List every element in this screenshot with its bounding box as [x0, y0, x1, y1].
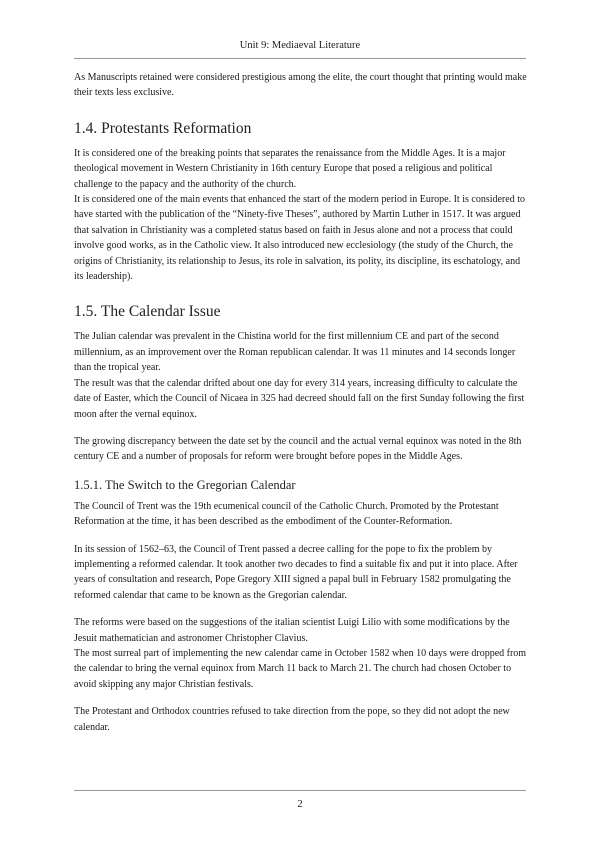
header-divider [74, 58, 526, 59]
paragraph-spacer [74, 422, 528, 434]
paragraph: The Council of Trent was the 19th ecumenical council of the Catholic Church. Promoted by the Protestant Reformation at the time, it has been described as the embodiment of the Counter-Reformation. [74, 500, 499, 528]
paragraph-spacer [74, 603, 528, 615]
paragraph: The Julian calendar was prevalent in the Chistina world for the first millennium CE and part of the second millennium, as an improvement over the Roman republican calendar. It was 11 minutes and 14 seconds longer than the tropical year. [74, 331, 516, 374]
paragraph: The result was that the calendar drifted about one day for every 314 years, increasing difficulty to calculate the date of Easter, which the Council of Nicaea in 325 had decreed should fall on the first Sunday following the first moon after the vernal equinox. [74, 377, 525, 420]
paragraph: The growing discrepancy between the date set by the council and the actual vernal equinox was noted in the 8th century CE and a number of proposals for reform were brought before popes in the Middle Ages. [74, 435, 522, 463]
paragraph-spacer [74, 692, 528, 704]
paragraph: It is considered one of the main events that enhanced the start of the modern period in Europe. It is considered to have started with the publication of the “Ninety-five Theses”, authored by Martin Luther in 1517. It was argued that salvation in Christianity was a completed status based on faith in Jesus alone and not a process that could involve good works, as in the Catholic view. It also introduced new ecclesiology (the study of the Church, the origins of Christianity, its relationship to Jesus, its role in salvation, its polity, its discipline, its eschatology, and its leadership). [74, 194, 525, 283]
paragraph: The reforms were based on the suggestions of the italian scientist Luigi Lilio with some modifications by the Jesuit mathematician and astronomer Christopher Clavius. [74, 617, 510, 644]
intro-paragraph: As Manuscripts retained were considered prestigious among the elite, the court thought that printing would make their texts less exclusive. [74, 72, 527, 99]
footer-divider [74, 790, 526, 791]
section-heading-protestants-reformation: 1.4. Protestants Reformation [74, 119, 252, 137]
paragraph: In its session of 1562–63, the Council of Trent passed a decree calling for the pope to fix the problem by implementing a reformed calendar. It took another two decades to find a suitable fix and put it into place. After years of consultation and research, Pope Gregory XIII signed a papal bull in February 1582 promulgating the reformed calendar that came to be known as the Gregorian calendar. [74, 543, 518, 601]
paragraph: The most surreal part of implementing the new calendar came in October 1582 when 10 days were dropped from the calendar to bring the vernal equinox from March 11 back to March 21. The church had chosen October to avoid skipping any major Christian festivals. [74, 647, 527, 690]
subsection-heading-gregorian-switch: 1.5.1. The Switch to the Gregorian Calendar [74, 477, 296, 492]
page-body [74, 70, 528, 735]
page-number: 2 [297, 798, 303, 810]
paragraph: It is considered one of the breaking points that separates the renaissance from the Middle Ages. It is a major theological movement in Western Christianity in 16th century Europe that posed a religious and political challenge to the papacy and the authority of the church. [74, 147, 506, 190]
running-header: Unit 9: Mediaeval Literature [239, 40, 361, 51]
paragraph-spacer [74, 530, 528, 542]
section-heading-calendar-issue: 1.5. The Calendar Issue [74, 303, 221, 321]
paragraph: The Protestant and Orthodox countries refused to take direction from the pope, so they did not adopt the new calendar. [74, 706, 510, 733]
